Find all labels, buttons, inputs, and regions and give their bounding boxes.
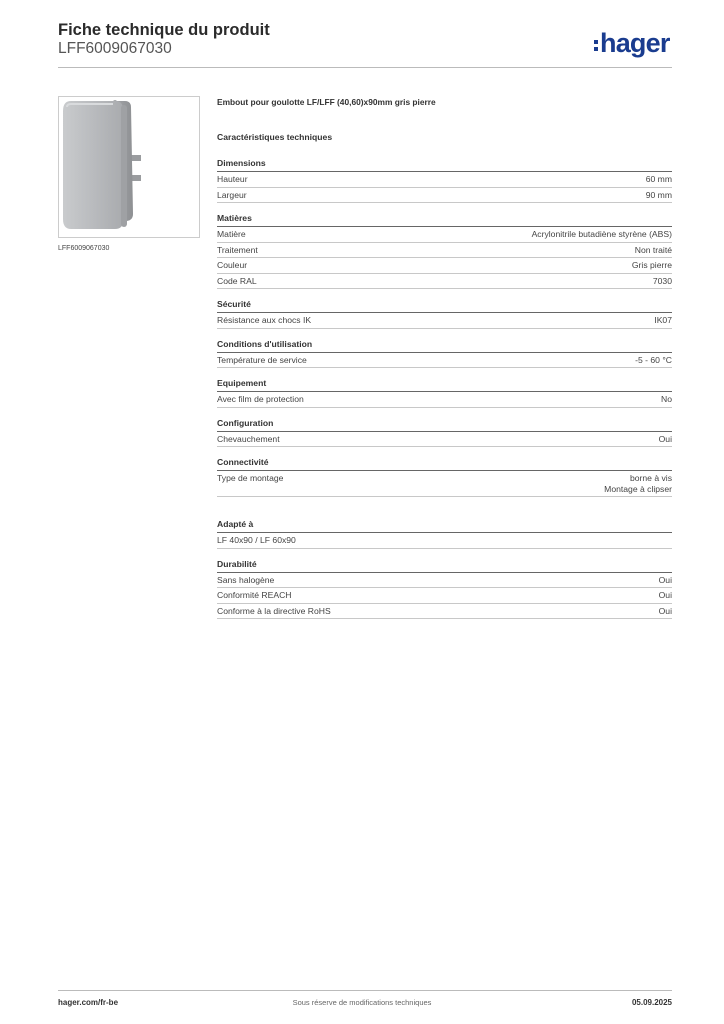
spec-label: Avec film de protection xyxy=(217,394,304,404)
spec-value: 90 mm xyxy=(645,189,672,200)
spec-group-title: Conditions d'utilisation xyxy=(217,339,672,353)
spec-row xyxy=(217,588,672,604)
spec-label: Sans halogène xyxy=(217,574,275,585)
spec-label: Couleur xyxy=(217,260,248,270)
spec-group xyxy=(217,213,672,289)
spec-group xyxy=(217,457,672,497)
spec-label: Matière xyxy=(217,229,246,239)
spec-label: Largeur xyxy=(217,189,247,200)
spec-label: Chevauchement xyxy=(217,433,280,444)
spec-row xyxy=(217,188,672,204)
spec-row xyxy=(217,392,672,408)
spec-group-title: Durabilité xyxy=(217,559,672,573)
footer-website: hager.com/fr-be xyxy=(58,998,119,1007)
spec-value: Acrylonitrile butadiène styrène (ABS) xyxy=(531,229,672,239)
product-reference: LFF6009067030 xyxy=(58,40,172,57)
spec-group-title: Matières xyxy=(217,213,672,227)
spec-value: Oui xyxy=(658,605,672,616)
logo-dots-icon xyxy=(594,40,598,51)
spec-row xyxy=(217,471,672,497)
spec-groups xyxy=(217,158,672,619)
spec-value: Oui xyxy=(658,433,672,444)
footer-notice: Sous réserve de modifications techniques xyxy=(292,998,432,1007)
spec-value: borne à vis Montage à clipser xyxy=(604,473,672,494)
page-title: Fiche technique du produit xyxy=(58,21,270,39)
spec-row xyxy=(217,258,672,274)
spec-label: Température de service xyxy=(217,354,307,365)
spec-value: Oui xyxy=(658,574,672,585)
logo-text: hager xyxy=(600,27,670,58)
footer-divider xyxy=(58,990,672,991)
spec-label: Traitement xyxy=(217,244,258,255)
spec-row xyxy=(217,274,672,290)
spec-row xyxy=(217,227,672,243)
spec-group xyxy=(217,158,672,203)
spec-row xyxy=(217,533,672,549)
header-divider xyxy=(58,67,672,68)
spec-value: Gris pierre xyxy=(631,260,672,270)
spec-group xyxy=(217,339,672,369)
spec-group xyxy=(217,378,672,408)
spec-label: Type de montage xyxy=(217,473,284,483)
specifications xyxy=(217,97,672,629)
spec-value: No xyxy=(661,394,672,404)
spec-group xyxy=(217,299,672,329)
section-heading: Caractéristiques techniques xyxy=(217,132,333,142)
spec-value: -5 - 60 °C xyxy=(635,354,672,365)
end-cap-icon xyxy=(59,97,199,237)
spec-group-title: Configuration xyxy=(217,418,672,432)
spec-label: Conformité REACH xyxy=(217,590,292,600)
spec-label: Hauteur xyxy=(217,174,248,184)
spec-group xyxy=(217,519,672,549)
hager-logo xyxy=(594,26,670,60)
spec-row xyxy=(217,313,672,329)
spec-label: Résistance aux chocs IK xyxy=(217,315,312,325)
spec-row xyxy=(217,353,672,369)
footer-date: 05.09.2025 xyxy=(631,998,672,1007)
image-caption: LFF6009067030 xyxy=(58,245,110,252)
spec-group xyxy=(217,418,672,448)
spec-value: Non traité xyxy=(634,244,672,255)
spec-row xyxy=(217,172,672,188)
spec-row xyxy=(217,243,672,259)
spec-group-title: Equipement xyxy=(217,378,672,392)
spec-group-title: Sécurité xyxy=(217,299,672,313)
spec-label: Code RAL xyxy=(217,275,257,286)
spec-group-title: Dimensions xyxy=(217,158,672,172)
spec-group-title: Connectivité xyxy=(217,457,672,471)
spec-row xyxy=(217,573,672,589)
spec-group xyxy=(217,559,672,620)
spec-row xyxy=(217,604,672,620)
product-image xyxy=(58,96,200,238)
spec-value: IK07 xyxy=(654,315,672,325)
spec-label: LF 40x90 / LF 60x90 xyxy=(217,535,296,545)
spec-row xyxy=(217,432,672,448)
spec-label: Conforme à la directive RoHS xyxy=(217,605,331,616)
spec-value: 60 mm xyxy=(645,174,672,184)
product-title: Embout pour goulotte LF/LFF (40,60)x90mm gris pierre xyxy=(217,97,436,107)
spec-value: 7030 xyxy=(652,275,672,286)
spec-group-title: Adapté à xyxy=(217,519,672,533)
spec-value: Oui xyxy=(658,590,672,600)
